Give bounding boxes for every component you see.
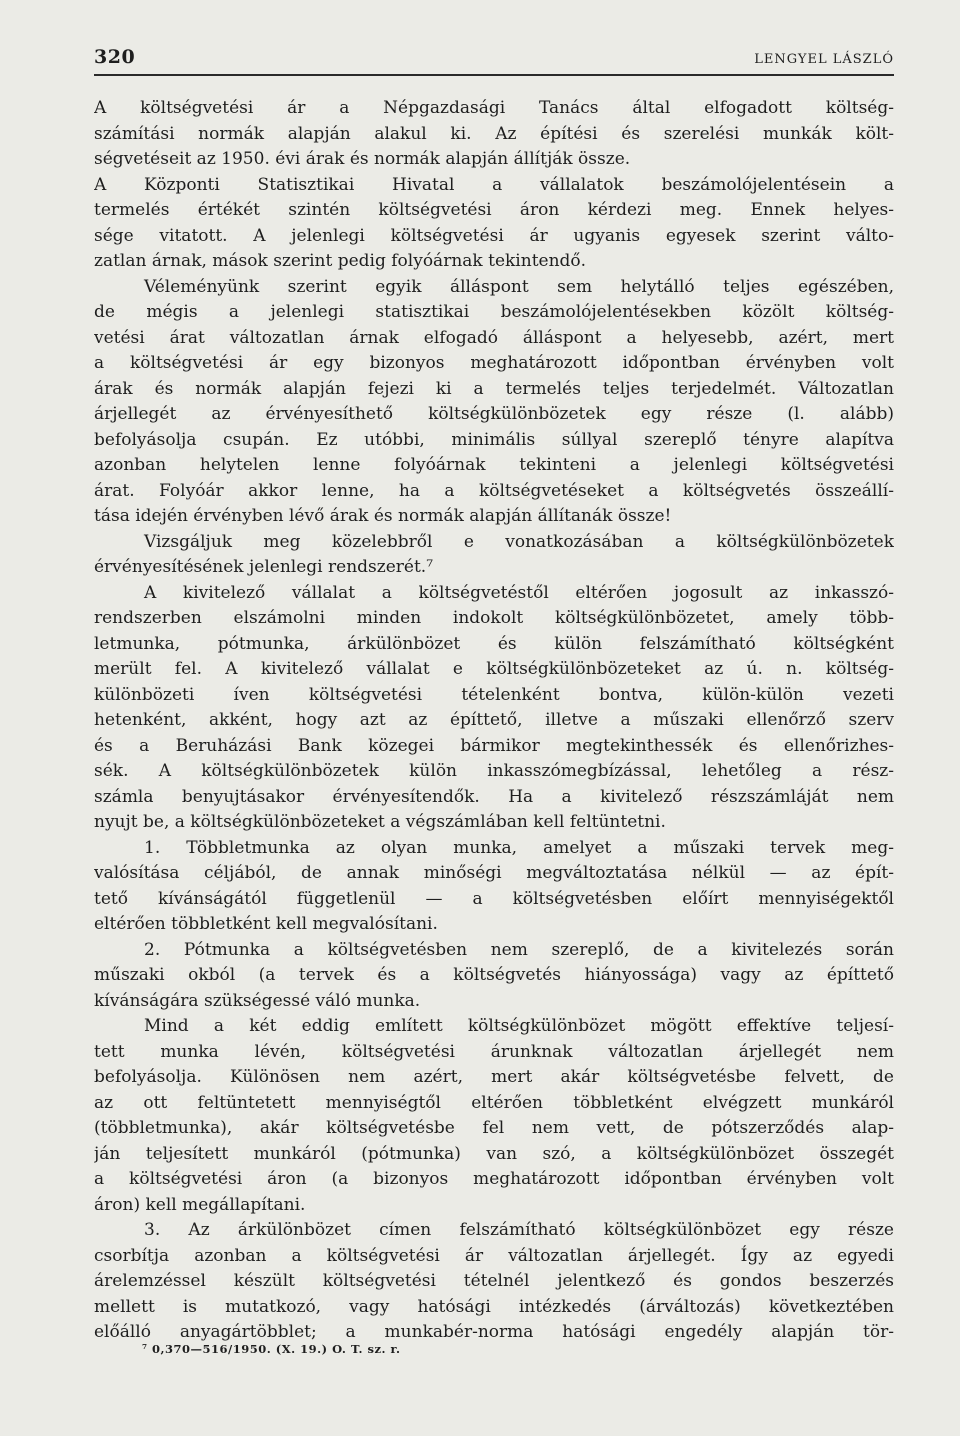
text-line: zatlan árnak, mások szerint pedig folyóárnak tekintendő. — [94, 251, 587, 271]
text-line: az ott feltüntetett mennyiségtől eltérően többletként elvégzett munkáról — [94, 1092, 894, 1113]
text-line: és a Beruházási Bank közegei bármikor megtekinthessék és ellenőrizhes- — [94, 735, 894, 756]
text-line: árak és normák alapján fejezi ki a termelés teljes terjedelmét. Változatlan — [94, 378, 894, 399]
text-line: a költségvetési ár egy bizonyos meghatározott időpontban érvényben volt — [94, 353, 894, 373]
text-line: tása idején érvényben lévő árak és normák alapján állítanák össze! — [94, 506, 672, 526]
text-line: árelemzéssel készült költségvetési tételnél jelentkező és gondos beszerzés — [94, 1271, 894, 1291]
text-line: vetési árat változatlan árnak elfogadó álláspont a helyesebb, azért, mert — [94, 327, 894, 348]
text-line: tető kívánságától függetlenül — a költségvetésben előírt mennyiségektől — [94, 888, 894, 909]
running-head: LENGYEL LÁSZLÓ — [754, 52, 894, 67]
text-line: 2. Pótmunka a költségvetésben nem szereplő, de a kivitelezés során — [144, 939, 894, 960]
text-line: eltérően többletként kell megvalósítani. — [94, 914, 438, 934]
text-line: árjellegét az érvényesíthető költségkülönbözetek egy része (l. alább) — [94, 404, 894, 424]
text-line: műszaki okból (a tervek és a költségvetés hiányossága) vagy az építtető — [94, 965, 894, 985]
text-line: mellett is mutatkozó, vagy hatósági intézkedés (árváltozás) következtében — [94, 1296, 894, 1317]
page-number: 320 — [94, 46, 136, 68]
text-line: Mind a két eddig említett költségkülönbözet mögött effektíve teljesí- — [144, 1016, 894, 1036]
text-line: valósítása céljából, de annak minőségi megváltoztatása nélkül — az épít- — [94, 863, 894, 883]
text-line: 3. Az árkülönbözet címen felszámítható költségkülönbözet egy része — [144, 1220, 894, 1240]
text-line: számla benyujtásakor érvényesítendők. Ha a kivitelező részszámláját nem — [94, 786, 894, 807]
text-line: érvényesítésének jelenlegi rendszerét.⁷ — [94, 557, 434, 577]
text-line: A kivitelező vállalat a költségvetéstől eltérően jogosult az inkasszó- — [144, 582, 894, 603]
body-text — [94, 96, 894, 1346]
footnote: ⁷ 0,370—516/1950. (X. 19.) O. T. sz. r. — [142, 1342, 401, 1356]
text-line: számítási normák alapján alakul ki. Az építési és szerelési munkák költ- — [94, 123, 894, 144]
text-line: letmunka, pótmunka, árkülönbözet és külön felszámítható költségként — [94, 633, 894, 654]
text-line: termelés értékét szintén költségvetési áron kérdezi meg. Ennek helyes- — [94, 200, 894, 220]
text-line: Véleményünk szerint egyik álláspont sem helytálló teljes egészében, — [144, 276, 894, 297]
text-line: azonban helytelen lenne folyóárnak tekinteni a jelenlegi költségvetési — [94, 455, 894, 475]
text-line: 1. Többletmunka az olyan munka, amelyet a műszaki tervek meg- — [144, 837, 894, 858]
text-line: ján teljesített munkáról (pótmunka) van szó, a költségkülönbözet összegét — [94, 1143, 894, 1164]
text-line: ségvetéseit az 1950. évi árak és normák alapján állítják össze. — [94, 149, 631, 169]
text-line: A költségvetési ár a Népgazdasági Tanács által elfogadott költség- — [94, 98, 894, 118]
header-rule — [94, 74, 894, 76]
text-line: sék. A költségkülönbözetek külön inkasszómegbízással, lehetőleg a rész- — [94, 761, 894, 781]
text-line: (többletmunka), akár költségvetésbe fel nem vett, de pótszerződés alap- — [94, 1118, 894, 1138]
text-line: merült fel. A kivitelező vállalat e költségkülönbözeteket az ú. n. költség- — [94, 659, 894, 679]
text-line: befolyásolja. Különösen nem azért, mert akár költségvetésbe felvett, de — [94, 1067, 894, 1087]
text-line: tett munka lévén, költségvetési árunknak változatlan árjellegét nem — [94, 1041, 894, 1062]
text-line: áron) kell megállapítani. — [94, 1194, 306, 1215]
text-line: csorbítja azonban a költségvetési ár változatlan árjellegét. Így az egyedi — [94, 1245, 894, 1266]
text-line: nyujt be, a költségkülönbözeteket a végszámlában kell feltüntetni. — [94, 812, 666, 832]
text-line: árat. Folyóár akkor lenne, ha a költségvetéseket a költségvetés összeállí- — [94, 480, 894, 501]
text-line: befolyásolja csupán. Ez utóbbi, minimális súllyal szereplő tényre alapítva — [94, 429, 894, 450]
text-line: rendszerben elszámolni minden indokolt költségkülönbözetet, amely több- — [94, 608, 894, 628]
text-line: a költségvetési áron (a bizonyos meghatározott időpontban érvényben volt — [94, 1169, 894, 1189]
text-line: előálló anyagártöbblet; a munkabér-norma hatósági engedély alapján tör- — [94, 1322, 894, 1342]
text-line: hetenként, akként, hogy azt az építtető, illetve a műszaki ellenőrző szerv — [94, 710, 894, 730]
text-line: A Központi Statisztikai Hivatal a vállalatok beszámolójelentésein a — [94, 174, 894, 195]
text-line: Vizsgáljuk meg közelebbről e vonatkozásában a költségkülönbözetek — [144, 531, 894, 552]
text-line: kívánságára szükségessé váló munka. — [94, 990, 421, 1011]
text-line: különbözeti íven költségvetési tételenként bontva, külön-külön vezeti — [94, 684, 894, 705]
text-line: de mégis a jelenlegi statisztikai beszámolójelentésekben közölt költség- — [94, 302, 894, 322]
text-line: sége vitatott. A jelenlegi költségvetési ár ugyanis egyesek szerint válto- — [94, 225, 894, 246]
page-header — [94, 42, 894, 76]
